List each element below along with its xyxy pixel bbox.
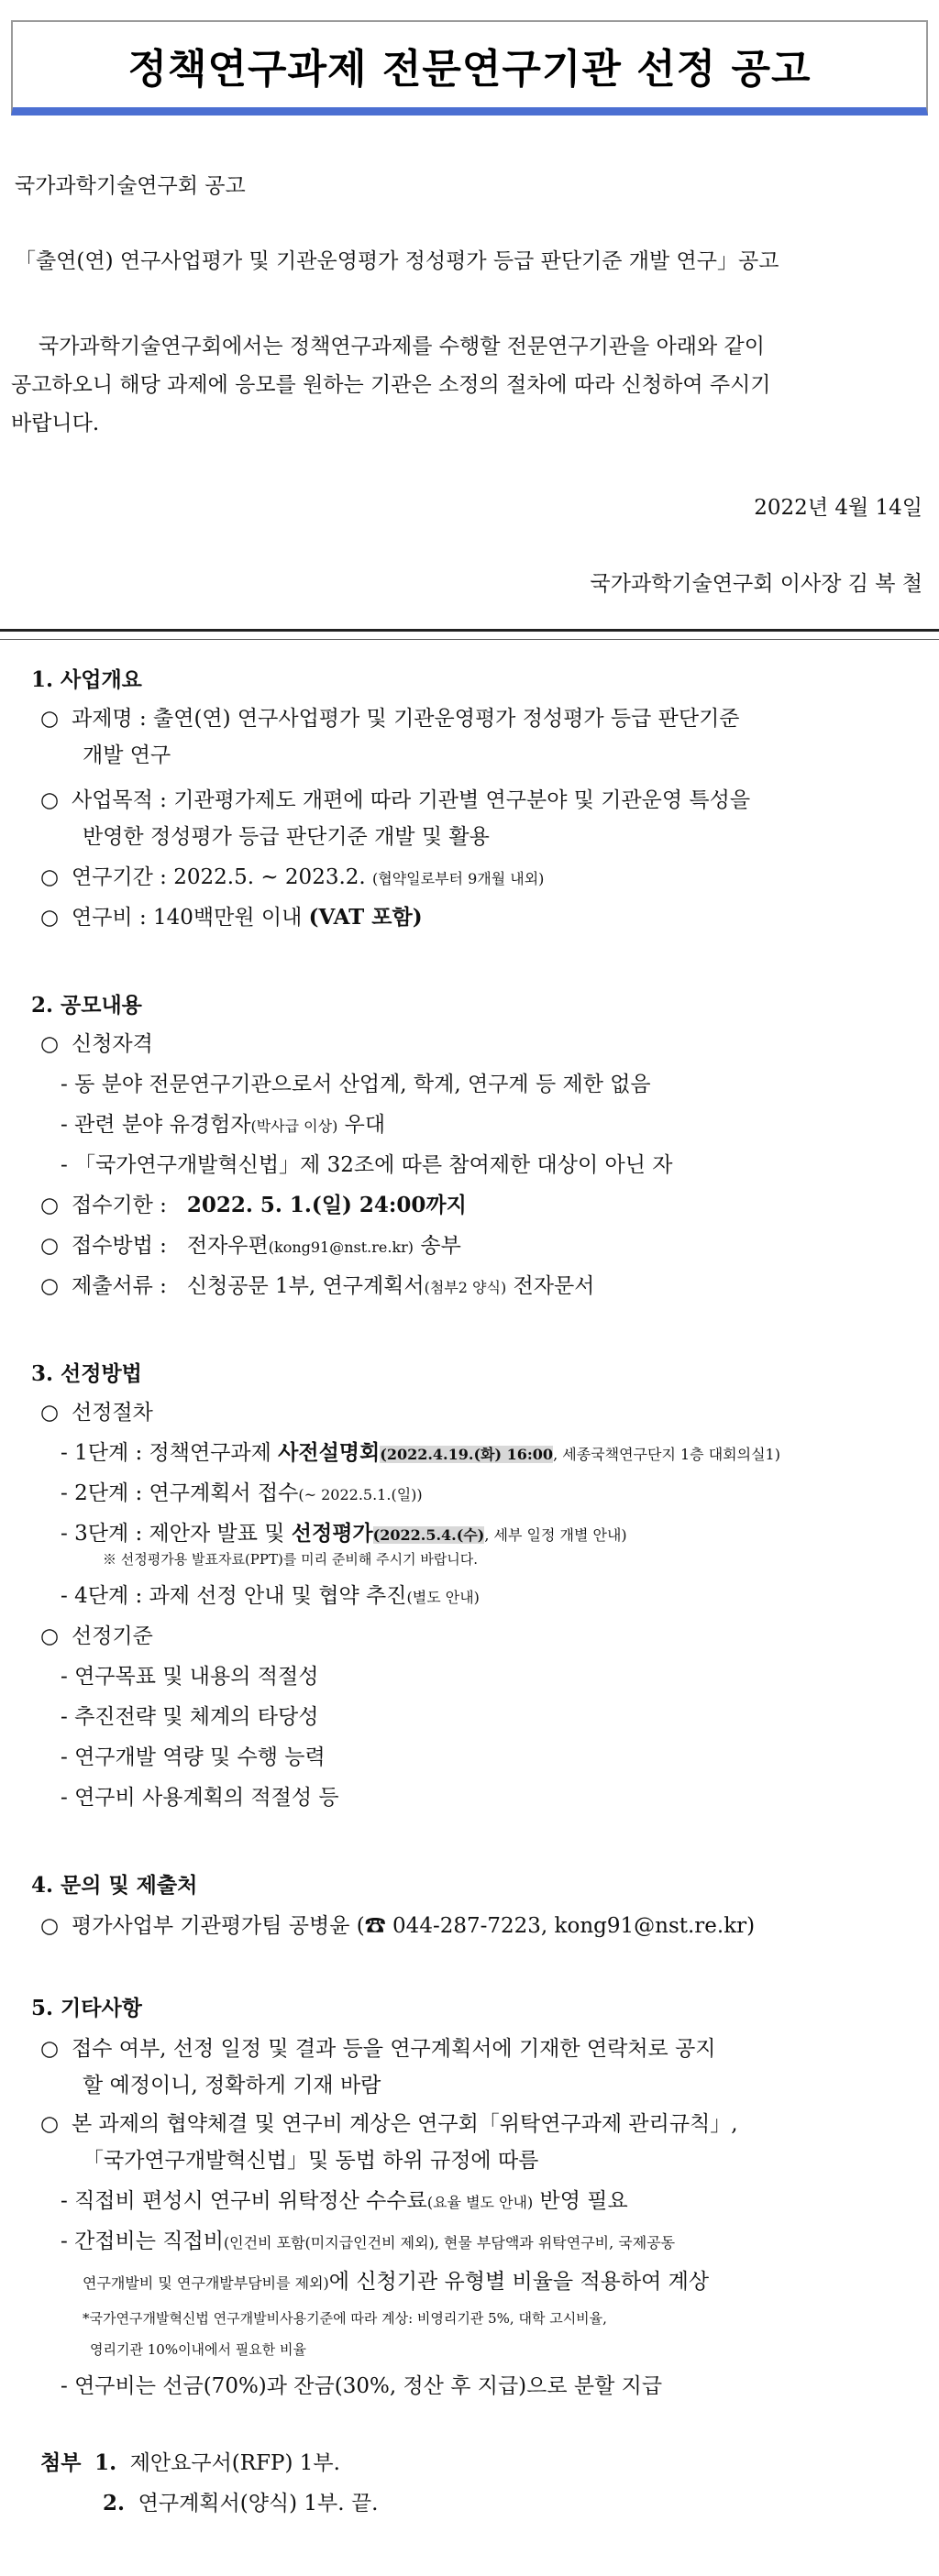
s5-rules-cont: 「국가연구개발혁신법」및 동법 하위 규정에 따름	[83, 2149, 539, 2173]
s1-item-period: ○ 연구기간 : 2022.5. ~ 2023.2. (협약일로부터 9개월 내외)	[40, 865, 545, 889]
divider-thick	[0, 629, 939, 632]
section-3-heading: 3. 선정방법	[31, 1361, 142, 1386]
signer: 국가과학기술연구회 이사장 김 복 철	[590, 572, 922, 596]
section-1-heading: 1. 사업개요	[31, 667, 142, 692]
s1-item-title: ○ 과제명 : 출연(연) 연구사업평가 및 기관운영평가 정성평가 등급 판단기준	[40, 707, 740, 731]
s5-payment: - 연구비는 선금(70%)과 잔금(30%, 정산 후 지급)으로 분할 지급	[61, 2374, 663, 2398]
s3-criterion-3: - 연구개발 역량 및 수행 능력	[61, 1745, 326, 1769]
s2-qualification: ○ 신청자격	[40, 1032, 153, 1056]
intro-line-1: 국가과학기술연구회에서는 정책연구과제를 수행할 전문연구기관을 아래와 같이	[39, 335, 765, 358]
s3-step-3-note: ※ 선정평가용 발표자료(PPT)를 미리 준비해 주시기 바랍니다.	[103, 1551, 479, 1568]
s2-method: ○ 접수방법 : 전자우편(kong91@nst.re.kr) 송부	[40, 1234, 461, 1258]
announce-date: 2022년 4월 14일	[754, 496, 922, 520]
s2-qual-3: - 「국가연구개발혁신법」제 32조에 따른 참여제한 대상이 아닌 자	[61, 1153, 673, 1177]
s5-indirect-note-1: *국가연구개발혁신법 연구개발비사용기준에 따라 계상: 비영리기관 5%, 대학 고시비율,	[83, 2310, 607, 2327]
s3-step-1: - 1단계 : 정책연구과제 사전설명회(2022.4.19.(화) 16:00, 세종국책연구단지 1층 대회의실1)	[61, 1440, 780, 1465]
attachment-1: 첨부 1. 제안요구서(RFP) 1부.	[40, 2450, 340, 2475]
s2-qual-1: - 동 분야 전문연구기관으로서 산업계, 학계, 연구계 등 제한 없음	[61, 1073, 651, 1096]
s3-criterion-4: - 연구비 사용계획의 적절성 등	[61, 1786, 339, 1810]
s1-item-purpose: ○ 사업목적 : 기관평가제도 개편에 따라 기관별 연구분야 및 기관운영 특성을	[40, 788, 751, 812]
s2-deadline: ○ 접수기한 : 2022. 5. 1.(일) 24:00까지	[40, 1193, 467, 1217]
s3-criteria: ○ 선정기준	[40, 1624, 153, 1648]
s2-qual-2: - 관련 분야 유경험자(박사급 이상) 우대	[61, 1113, 386, 1137]
s1-item-title-cont: 개발 연구	[83, 743, 171, 767]
s1-item-budget: ○ 연구비 : 140백만원 이내 (VAT 포함)	[40, 905, 423, 930]
subject-line: 「출연(연) 연구사업평가 및 기관운영평가 정성평가 등급 판단기준 개발 연구」공고	[15, 249, 779, 273]
section-5-heading: 5. 기타사항	[31, 1996, 142, 2020]
s3-criterion-2: - 추진전략 및 체계의 타당성	[61, 1705, 319, 1729]
s5-indirect-cost: - 간접비는 직접비(인건비 포함(미지급인건비 제외), 현물 부담액과 위탁연구비, 국제공동	[61, 2229, 676, 2253]
s1-item-purpose-cont: 반영한 정성평가 등급 판단기준 개발 및 활용	[83, 825, 490, 849]
s3-step-4: - 4단계 : 과제 선정 안내 및 협약 추진(별도 안내)	[61, 1584, 480, 1608]
s3-criterion-1: - 연구목표 및 내용의 적절성	[61, 1665, 319, 1689]
s5-rules: ○ 본 과제의 협약체결 및 연구비 계상은 연구회「위탁연구과제 관리규칙」,	[40, 2112, 738, 2136]
intro-line-2: 공고하오니 해당 과제에 응모를 원하는 기관은 소정의 절차에 따라 신청하여 주시기	[11, 373, 771, 397]
s5-direct-cost: - 직접비 편성시 연구비 위탁정산 수수료(요율 별도 안내) 반영 필요	[61, 2189, 628, 2213]
s3-step-3: - 3단계 : 제안자 발표 및 선정평가(2022.5.4.(수), 세부 일정 개별 안내)	[61, 1521, 627, 1546]
divider-thin	[0, 639, 939, 640]
section-4-heading: 4. 문의 및 제출처	[31, 1873, 198, 1898]
s5-indirect-note-2: 영리기관 10%이내에서 필요한 비율	[90, 2341, 307, 2358]
s4-contact: ○ 평가사업부 기관평가팀 공병윤 (☎ 044-287-7223, kong91@nst.re.kr)	[40, 1914, 756, 1938]
issuer-line: 국가과학기술연구회 공고	[15, 174, 246, 198]
title-banner	[11, 20, 928, 116]
s5-notice-cont: 할 예정이니, 정확하게 기재 바람	[83, 2074, 381, 2097]
s3-procedure: ○ 선정절차	[40, 1401, 153, 1425]
intro-line-3: 바랍니다.	[11, 412, 100, 435]
s3-step-2: - 2단계 : 연구계획서 접수(~ 2022.5.1.(일))	[61, 1481, 423, 1505]
s5-indirect-cost-cont: 연구개발비 및 연구개발부담비를 제외)에 신청기관 유형별 비율을 적용하여 계상	[83, 2270, 710, 2294]
section-2-heading: 2. 공모내용	[31, 993, 142, 1018]
s2-documents: ○ 제출서류 : 신청공문 1부, 연구계획서(첨부2 양식) 전자문서	[40, 1274, 595, 1298]
page-title: 정책연구과제 전문연구기관 선정 공고	[127, 45, 812, 93]
s5-notice: ○ 접수 여부, 선정 일정 및 결과 등을 연구계획서에 기재한 연락처로 공지	[40, 2037, 716, 2061]
attachment-2: 2. 연구계획서(양식) 1부. 끝.	[103, 2491, 379, 2515]
